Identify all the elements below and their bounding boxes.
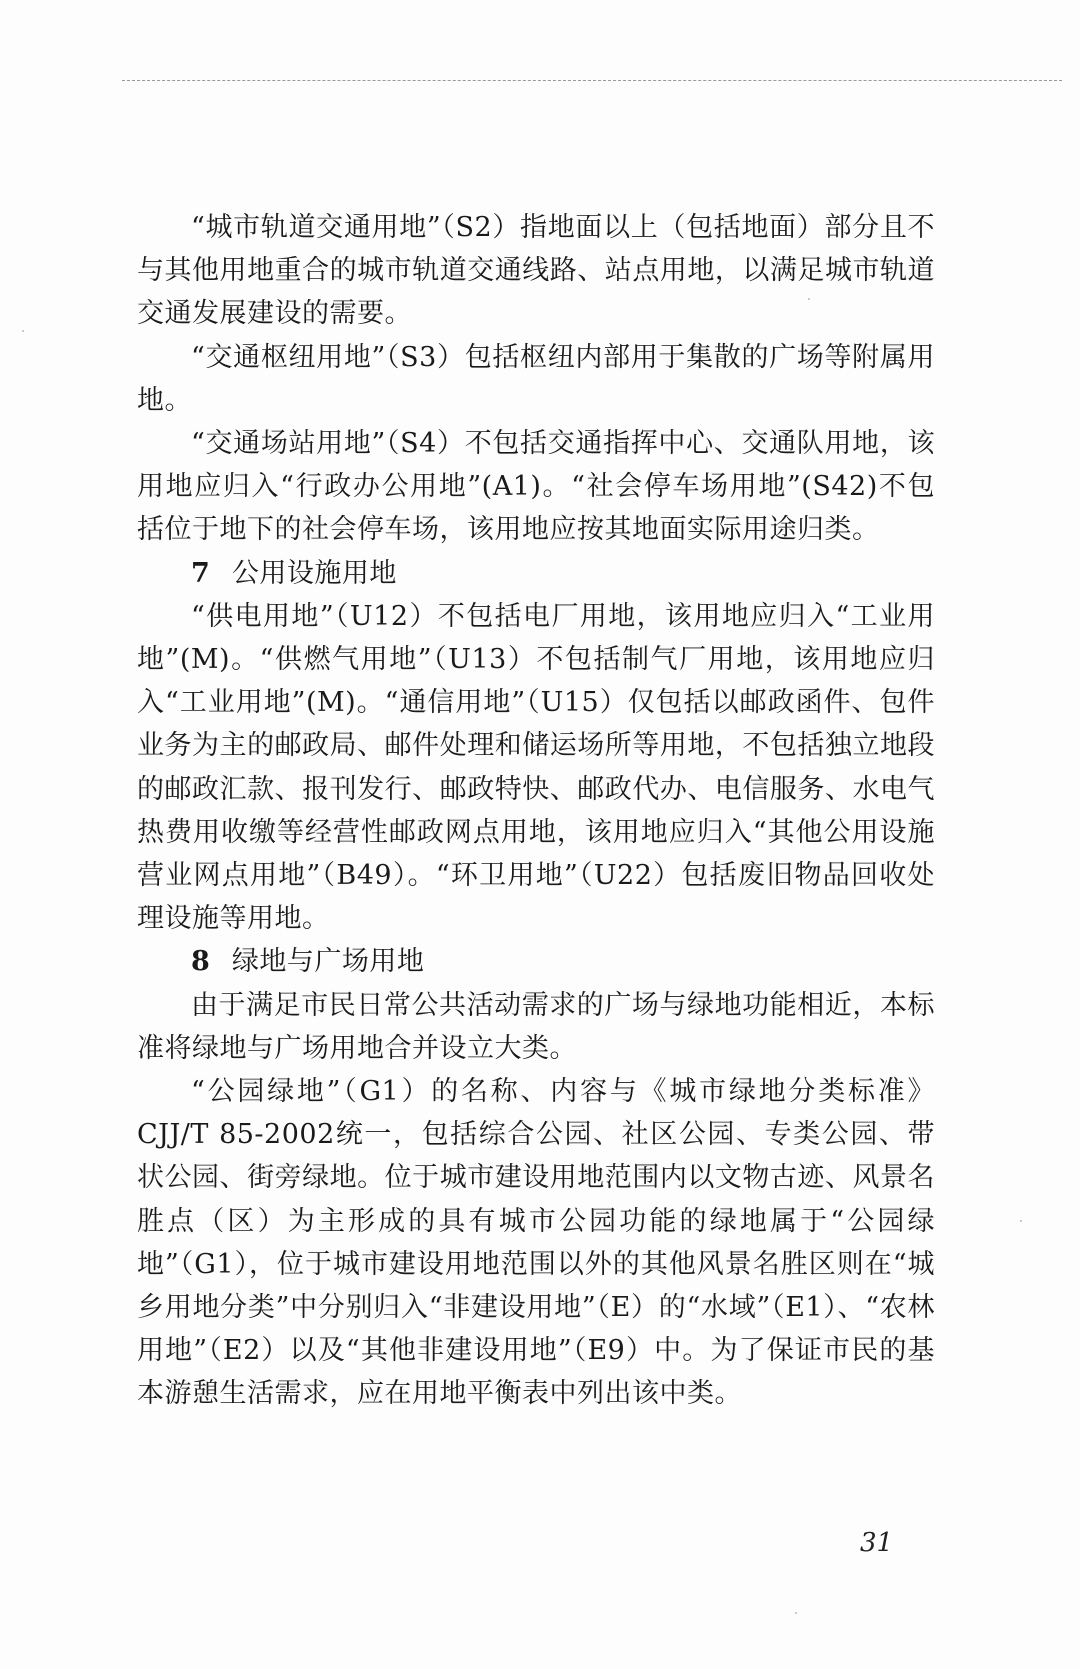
section-number-8: 8 [191, 946, 211, 978]
paragraph-s2: “城市轨道交通用地”（S2）指地面以上（包括地面）部分且不与其他用地重合的城市轨道交通线路、站点用地，以满足城市轨道交通发展建设的需要。 [137, 212, 935, 330]
section-title-8: 绿地与广场用地 [231, 946, 425, 978]
paragraph-s4: “交通场站用地”（S4）不包括交通指挥中心、交通队用地，该用地应归入“行政办公用地”(A1)。“社会停车场用地”(S42)不包括位于地下的社会停车场，该用地应按其地面实际用途归类。 [137, 428, 935, 546]
paragraph-green-squares: 由于满足市民日常公共活动需求的广场与绿地功能相近，本标准将绿地与广场用地合并设立大类。 [137, 989, 935, 1064]
section-title-7: 公用设施用地 [231, 557, 397, 589]
scan-speck [808, 298, 810, 300]
page-number: 31 [860, 1528, 894, 1558]
section-number-7: 7 [191, 557, 211, 589]
paragraph-park-green: “公园绿地”（G1）的名称、内容与《城市绿地分类标准》CJJ/T 85-2002统一，包括综合公园、社区公园、专类公园、带状公园、街旁绿地。位于城市建设用地范围内以文物古迹、风景名胜点（区）为主形成的具有城市公园功能的绿地属于“公园绿地”（G1），位于城市建设用地范围以外的其他风景名胜区则在“城乡用地分类”中分别归入“非建设用地”（E）的“水域”（E1）、“农林用地”（E2）以及“其他非建设用地”（E9）中。为了保证市民的基本游憩生活需求，应在用地平衡表中列出该中类。 [137, 1076, 935, 1410]
body-text [137, 206, 935, 1416]
section-heading-7 [137, 552, 935, 595]
scan-speck [1020, 1220, 1022, 1222]
section-heading-8 [137, 940, 935, 983]
paragraph-s3: “交通枢纽用地”（S3）包括枢纽内部用于集散的广场等附属用地。 [137, 341, 935, 416]
scan-speck [795, 1612, 797, 1614]
header-rule [122, 80, 1062, 81]
paragraph-utilities: “供电用地”（U12）不包括电厂用地，该用地应归入“工业用地”(M)。“供燃气用地”（U13）不包括制气厂用地，该用地应归入“工业用地”(M)。“通信用地”（U15）仅包括以邮政函件、包件业务为主的邮政局、邮件处理和储运场所等用地，不包括独立地段的邮政汇款、报刊发行、邮政特快、邮政代办、电信服务、水电气热费用收缴等经营性邮政网点用地，该用地应归入“其他公用设施营业网点用地”（B49）。“环卫用地”（U22）包括废旧物品回收处理设施等用地。 [137, 600, 935, 935]
scan-speck [22, 330, 24, 332]
